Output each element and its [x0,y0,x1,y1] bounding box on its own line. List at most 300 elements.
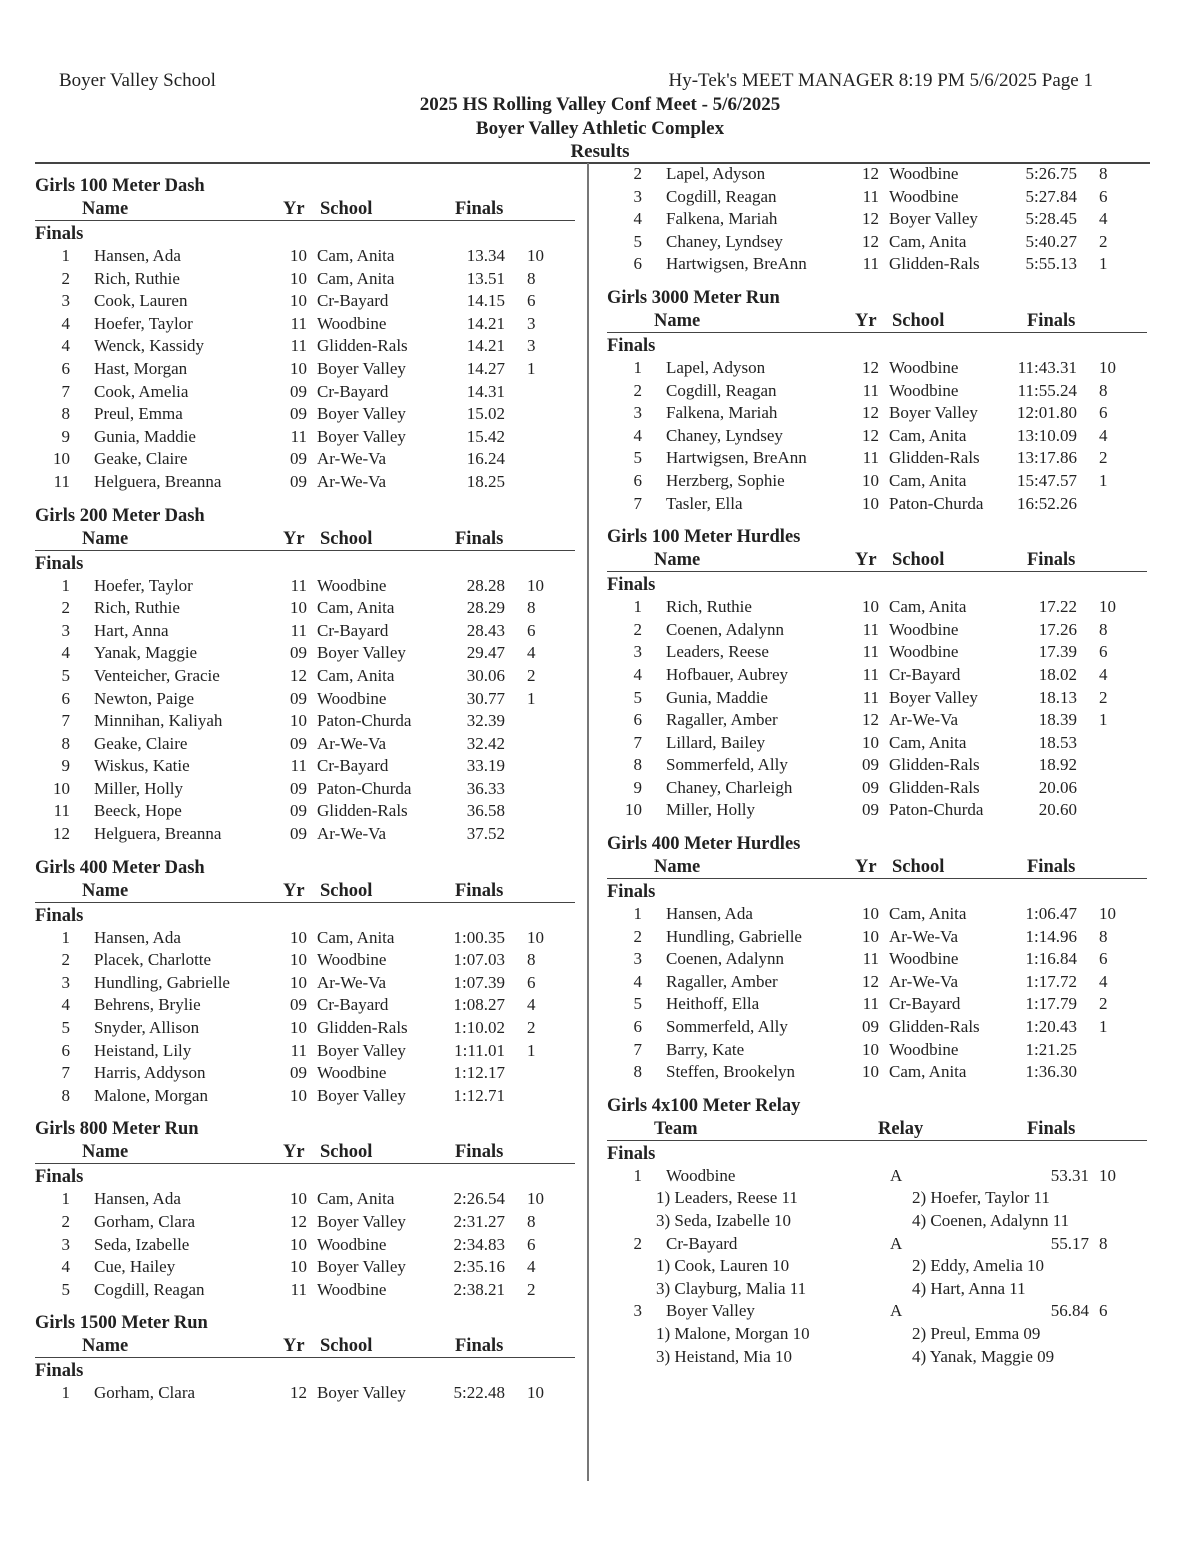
place: 1 [633,1165,642,1185]
athlete-name: Sommerfeld, Ally [666,1017,788,1037]
year: 09 [290,643,307,663]
finals-time: 56.84 [1050,1301,1089,1321]
event-block [607,1094,1147,1368]
results-subtitle: Results [570,141,630,162]
year: 09 [862,755,879,775]
result-row [35,1085,575,1108]
header-name: Name [82,1336,129,1357]
team-name: Woodbine [666,1165,736,1185]
year: 10 [290,950,307,970]
place: 7 [633,1039,642,1059]
place: 7 [633,732,642,752]
athlete-name: Snyder, Allison [94,1018,200,1038]
athlete-name: Lapel, Adyson [666,357,766,377]
header-name: Name [654,857,701,878]
points: 10 [1099,1165,1116,1185]
event-title: Girls 1500 Meter Run [35,1313,208,1334]
result-row [607,231,1147,254]
place: 3 [633,403,642,423]
finals-time: 18.13 [1038,687,1077,707]
school: Cr-Bayard [317,291,389,311]
year: 10 [290,598,307,618]
year: 10 [290,1189,307,1209]
athlete-name: Seda, Izabelle [94,1234,190,1254]
event-block [35,174,575,494]
school: Cr-Bayard [889,994,961,1014]
place: 3 [633,1301,642,1321]
result-row [35,358,575,381]
finals-time: 36.58 [466,801,505,821]
place: 1 [61,246,70,265]
athlete-name: Geake, Claire [94,733,188,753]
place: 9 [61,426,70,446]
school: Ar-We-Va [317,471,387,491]
finals-time: 1:07.03 [453,950,505,970]
school: Glidden-Rals [889,448,980,468]
school: Ar-We-Va [317,972,387,992]
finals-time: 5:27.84 [1025,186,1077,206]
finals-time: 28.43 [466,620,505,640]
event-title: Girls 3000 Meter Run [607,287,780,308]
place: 1 [61,1189,70,1209]
school: Cam, Anita [889,904,967,924]
column-headers [607,1118,1147,1141]
result-row [35,800,575,823]
relay-leg: 4) Hart, Anna 11 [912,1278,1026,1298]
school: Cam, Anita [317,598,395,618]
result-row [35,1211,575,1234]
school: Woodbine [889,380,959,400]
school: Woodbine [317,688,387,708]
finals-time: 20.06 [1038,777,1077,797]
finals-time: 14.21 [466,336,505,356]
year: 10 [290,246,307,265]
finals-time: 1:21.25 [1025,1039,1077,1059]
column-headers [607,549,1147,572]
event-title: Girls 100 Meter Hurdles [607,527,801,548]
athlete-name: Rich, Ruthie [94,598,180,618]
finals-time: 18.02 [1038,664,1077,684]
place: 4 [633,209,642,229]
points: 6 [1099,186,1108,206]
event-title: Girls 4x100 Meter Relay [607,1095,801,1116]
points: 6 [527,972,536,992]
athlete-name: Tasler, Ella [666,493,743,513]
points: 6 [527,291,536,311]
points: 4 [1099,664,1108,684]
result-row [35,688,575,711]
school: Cam, Anita [889,732,967,752]
place: 2 [61,1212,70,1231]
athlete-name: Hartwigsen, BreAnn [666,254,807,274]
school: Glidden-Rals [317,1018,408,1038]
event-title: Girls 800 Meter Run [35,1119,199,1140]
points: 10 [527,1189,544,1209]
points: 1 [527,688,536,708]
header-finals: Finals [455,1142,504,1163]
finals-time: 28.29 [466,598,505,618]
athlete-name: Hart, Anna [94,620,169,640]
column-headers [35,1141,575,1164]
column-headers [35,880,575,903]
year: 10 [862,470,879,490]
result-row [35,597,575,620]
event-title: Girls 400 Meter Hurdles [607,834,801,855]
year: 11 [862,380,879,400]
round-label: Finals [35,1167,84,1188]
year: 10 [290,1257,307,1277]
result-row [35,1188,575,1211]
result-row [35,335,575,358]
relay-letter: A [890,1165,903,1185]
finals-time: 28.28 [466,575,505,595]
athlete-name: Hartwigsen, BreAnn [666,448,807,468]
finals-time: 14.27 [466,358,505,378]
finals-time: 17.39 [1038,642,1077,662]
athlete-name: Miller, Holly [666,800,756,820]
points: 3 [527,336,536,356]
school: Woodbine [889,357,959,377]
points: 8 [1099,164,1108,183]
finals-time: 14.15 [466,291,505,311]
finals-time: 30.77 [466,688,505,708]
column-headers [35,1335,575,1358]
school: Boyer Valley [317,358,406,378]
finals-time: 2:31.27 [453,1212,505,1231]
header-school: School [892,857,945,878]
finals-time: 11:55.24 [1017,380,1077,400]
points: 2 [1099,687,1108,707]
school-name: Boyer Valley School [59,70,216,91]
year: 10 [290,1234,307,1254]
result-row [607,380,1147,403]
year: 11 [862,664,879,684]
place: 4 [61,995,70,1015]
finals-time: 1:16.84 [1025,949,1077,969]
points: 4 [1099,209,1108,229]
athlete-name: Cook, Lauren [94,291,188,311]
finals-time: 1:20.43 [1025,1017,1077,1037]
relay-leg: 2) Hoefer, Taylor 11 [912,1188,1050,1208]
column-headers [35,528,575,551]
result-row [35,575,575,598]
athlete-name: Behrens, Brylie [94,995,201,1015]
athlete-name: Preul, Emma [94,404,183,424]
athlete-name: Malone, Morgan [94,1085,208,1105]
event-title: Girls 100 Meter Dash [35,176,205,196]
athlete-name: Steffen, Brookelyn [666,1062,796,1082]
result-row [35,1017,575,1040]
year: 09 [290,778,307,798]
header-yr: Yr [283,1336,305,1357]
place: 6 [633,470,642,490]
school: Ar-We-Va [317,449,387,469]
year: 12 [862,164,879,183]
athlete-name: Newton, Paige [94,688,195,708]
year: 11 [862,186,879,206]
points: 2 [527,1018,536,1038]
school: Boyer Valley [317,404,406,424]
finals-time: 18.92 [1038,755,1077,775]
header-name: Name [654,310,701,331]
relay-legs [607,1187,1147,1210]
year: 11 [290,1279,307,1299]
column-headers [607,310,1147,333]
finals-time: 13.34 [466,246,505,265]
result-row [35,1256,575,1279]
year: 10 [862,597,879,617]
athlete-name: Lillard, Bailey [666,732,766,752]
place: 6 [61,688,70,708]
place: 2 [61,598,70,618]
school: Glidden-Rals [889,1017,980,1037]
year: 10 [290,1018,307,1038]
place: 3 [61,1234,70,1254]
place: 3 [633,186,642,206]
result-row [607,799,1147,822]
finals-time: 1:14.96 [1025,926,1077,946]
relay-leg: 3) Clayburg, Malia 11 [656,1278,807,1298]
result-row [35,268,575,291]
school: Woodbine [317,1234,387,1254]
points: 10 [1099,904,1116,924]
header-finals: Finals [455,199,504,219]
result-row [607,709,1147,732]
place: 3 [61,291,70,311]
finals-time: 13:17.86 [1017,448,1077,468]
result-row [35,972,575,995]
header-relay: Relay [878,1118,924,1139]
athlete-name: Leaders, Reese [666,642,769,662]
column-headers [607,856,1147,879]
header-name: Name [82,1142,129,1163]
athlete-name: Chaney, Lyndsey [666,231,783,251]
points: 6 [1099,642,1108,662]
athlete-name: Ragaller, Amber [666,710,778,730]
athlete-name: Cue, Hailey [94,1257,176,1277]
finals-time: 1:10.02 [453,1018,505,1038]
school: Glidden-Rals [317,336,408,356]
header-yr: Yr [855,550,877,571]
result-row [35,1234,575,1257]
result-row [607,754,1147,777]
points: 8 [527,1212,536,1231]
points: 8 [527,950,536,970]
year: 10 [290,711,307,731]
place: 1 [61,575,70,595]
result-row [35,1279,575,1302]
finals-time: 30.06 [466,665,505,685]
school: Woodbine [889,1039,959,1059]
event-title: Girls 200 Meter Dash [35,505,205,526]
school: Cam, Anita [317,665,395,685]
school: Cam, Anita [889,470,967,490]
points: 2 [1099,994,1108,1014]
left-column [35,164,575,1405]
header-name: Name [82,199,129,219]
relay-row [607,1300,1147,1323]
athlete-name: Yanak, Maggie [94,643,198,663]
header-finals: Finals [455,528,504,549]
place: 1 [633,904,642,924]
result-row [35,620,575,643]
finals-time: 17.26 [1038,619,1077,639]
year: 11 [862,619,879,639]
year: 11 [290,313,307,333]
event-block [35,504,575,846]
athlete-name: Herzberg, Sophie [666,470,785,490]
athlete-name: Cogdill, Reagan [666,186,777,206]
header-finals: Finals [1027,550,1076,571]
relay-leg: 2) Preul, Emma 09 [912,1323,1041,1343]
header-school: School [892,310,945,331]
place: 1 [633,597,642,617]
place: 2 [633,1233,642,1253]
school: Glidden-Rals [889,755,980,775]
round-label: Finals [607,1143,656,1164]
year: 10 [862,493,879,513]
year: 09 [290,1063,307,1083]
year: 09 [290,733,307,753]
result-row [607,470,1147,493]
result-row [35,665,575,688]
relay-row [607,1165,1147,1188]
result-row [607,619,1147,642]
finals-time: 2:26.54 [453,1189,505,1209]
place: 5 [633,687,642,707]
school: Boyer Valley [317,643,406,663]
relay-letter: A [890,1233,903,1253]
header-finals: Finals [1027,857,1076,878]
year: 09 [290,404,307,424]
finals-time: 53.31 [1050,1165,1089,1185]
finals-time: 36.33 [466,778,505,798]
result-row [35,994,575,1017]
year: 12 [290,665,307,685]
points: 8 [527,598,536,618]
points: 4 [1099,425,1108,445]
place: 2 [633,619,642,639]
finals-time: 1:12.17 [453,1063,505,1083]
athlete-name: Cogdill, Reagan [666,380,777,400]
school: Glidden-Rals [317,801,408,821]
header-yr: Yr [283,199,305,219]
year: 11 [862,448,879,468]
finals-time: 1:12.71 [453,1085,505,1105]
school: Boyer Valley [317,426,406,446]
year: 10 [290,927,307,947]
year: 12 [862,971,879,991]
result-row [607,993,1147,1016]
year: 11 [290,1040,307,1060]
year: 11 [862,254,879,274]
result-row [35,1382,575,1405]
points: 6 [1099,403,1108,423]
result-row [35,313,575,336]
place: 5 [61,1279,70,1299]
place: 7 [633,493,642,513]
athlete-name: Chaney, Charleigh [666,777,793,797]
points: 1 [1099,470,1108,490]
result-row [35,448,575,471]
school: Boyer Valley [317,1383,406,1403]
athlete-name: Minnihan, Kaliyah [94,711,223,731]
year: 10 [862,926,879,946]
school: Woodbine [889,949,959,969]
school: Ar-We-Va [889,971,959,991]
place: 4 [633,425,642,445]
points: 8 [1099,619,1108,639]
finals-time: 20.60 [1038,800,1077,820]
relay-row [607,1233,1147,1256]
finals-time: 1:11.01 [454,1040,505,1060]
year: 12 [290,1383,307,1403]
athlete-name: Falkena, Mariah [666,403,778,423]
place: 5 [61,1018,70,1038]
place: 8 [633,755,642,775]
result-row [35,426,575,449]
athlete-name: Coenen, Adalynn [666,949,785,969]
points: 1 [1099,710,1108,730]
place: 8 [61,404,70,424]
school: Woodbine [317,1063,387,1083]
year: 11 [290,575,307,595]
relay-legs [607,1210,1147,1233]
place: 2 [61,950,70,970]
result-row [607,208,1147,231]
finals-time: 1:17.72 [1025,971,1077,991]
athlete-name: Chaney, Lyndsey [666,425,783,445]
place: 8 [61,733,70,753]
place: 7 [61,711,70,731]
finals-time: 32.39 [466,711,505,731]
result-row [607,948,1147,971]
place: 2 [633,164,642,183]
athlete-name: Heithoff, Ella [666,994,760,1014]
result-row [607,357,1147,380]
place: 2 [633,926,642,946]
relay-leg: 1) Malone, Morgan 10 [656,1323,810,1343]
finals-time: 14.31 [466,381,505,401]
year: 10 [862,1062,879,1082]
finals-time: 5:22.48 [453,1383,505,1403]
school: Ar-We-Va [317,824,387,844]
header-team: Team [654,1118,698,1139]
place: 11 [53,801,70,821]
result-row [35,381,575,404]
round-label: Finals [35,905,84,926]
header-yr: Yr [283,528,305,549]
relay-leg: 2) Eddy, Amelia 10 [912,1256,1045,1276]
header-finals: Finals [1027,1118,1076,1139]
points: 6 [1099,949,1108,969]
athlete-name: Beeck, Hope [94,801,182,821]
year: 11 [290,620,307,640]
result-row [35,1040,575,1063]
school: Woodbine [317,950,387,970]
header-school: School [320,1142,373,1163]
points: 10 [1099,597,1116,617]
header-name: Name [654,550,701,571]
relay-legs [607,1323,1147,1346]
school: Glidden-Rals [889,777,980,797]
year: 11 [862,949,879,969]
relay-letter: A [890,1301,903,1321]
year: 10 [290,268,307,288]
result-row [35,778,575,801]
athlete-name: Hansen, Ada [94,1189,181,1209]
athlete-name: Hansen, Ada [94,246,181,265]
